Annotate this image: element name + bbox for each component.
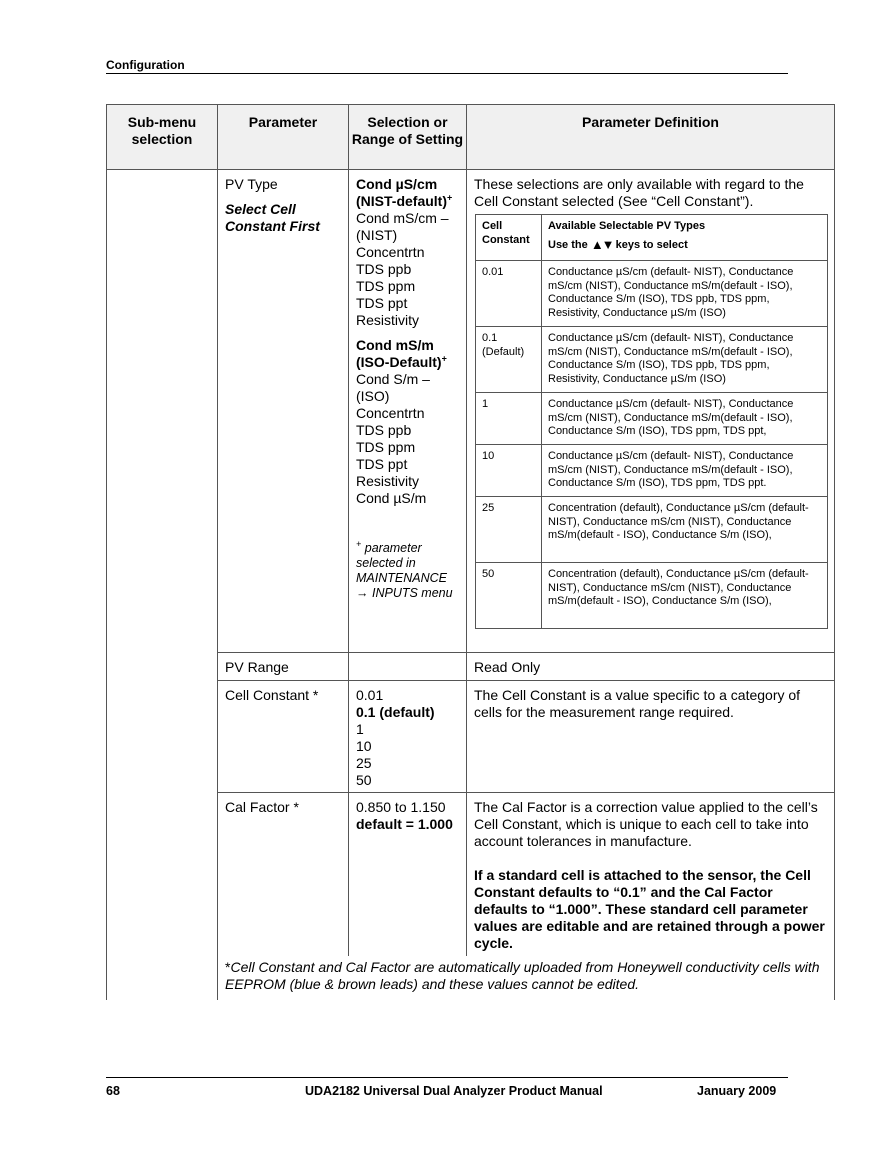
pv-range-definition: Read Only <box>474 659 541 675</box>
inner-row: 0.01 Conductance µS/cm (default- NIST), Conductance mS/cm (NIST), Conductance mS/m(default - ISO), Conductance S/m (ISO), TDS ppb, TDS ppm, Resistivity, Conductance µS/m (ISO) <box>476 261 828 327</box>
footer-rule <box>106 1077 788 1078</box>
pv-type-definition: These selections are only available with regard to the Cell Constant selected (See “Cell Constant”). <box>474 176 804 209</box>
page-header <box>106 58 788 74</box>
iso-item: Cond S/m – (ISO) <box>356 371 430 404</box>
definition-cell <box>467 170 835 653</box>
inner-row: 0.1 (Default) Conductance µS/cm (default- NIST), Conductance mS/cm (NIST), Conductance mS/m(default - ISO), Conductance S/m (ISO), TDS ppb, TDS ppm, Resistivity, Conductance µS/m (ISO) <box>476 327 828 393</box>
up-down-arrows-icon: ▲▼ <box>590 236 613 252</box>
col-header-selection: Selection or Range of Setting <box>349 105 467 170</box>
pv-types-table <box>475 214 828 629</box>
col-header-definition: Parameter Definition <box>467 105 835 170</box>
iso-item: Cond µS/m <box>356 490 427 506</box>
selection-cell <box>349 170 467 653</box>
iso-item: TDS ppb <box>356 422 412 438</box>
page-number: 68 <box>106 1084 120 1098</box>
row-pv-type <box>107 170 835 653</box>
nist-item: Cond mS/cm – (NIST) <box>356 210 449 243</box>
inner-header-row <box>476 215 828 261</box>
iso-default-title: Cond mS/m (ISO-Default)+ <box>356 337 447 370</box>
section-title: Configuration <box>106 58 185 72</box>
param-pv-range: PV Range <box>225 659 289 675</box>
eeprom-note: *Cell Constant and Cal Factor are automatically uploaded from Honeywell conductivity cells with EEPROM (blue & brown leads) and these values cannot be edited. <box>225 958 820 992</box>
param-cal-factor: Cal Factor * <box>225 799 299 815</box>
cal-factor-standard-note: If a standard cell is attached to the sensor, the Cell Constant defaults to “0.1” and the Cal Factor defaults to “1.000”. These standard cell parameter values are editable and are retained through a power cycle. <box>474 867 825 951</box>
nist-item: TDS ppt <box>356 295 408 311</box>
maintenance-footnote: + parameter selected in MAINTENANCE → INPUTS menu <box>356 538 453 600</box>
cell-constant-definition: The Cell Constant is a value specific to a category of cells for the measurement range required. <box>474 687 801 720</box>
inner-row: 10 Conductance µS/cm (default- NIST), Conductance mS/cm (NIST), Conductance mS/m(default - ISO), Conductance S/m (ISO), TDS ppm, TDS ppt. <box>476 445 828 497</box>
cell-constant-values: 0.01 0.1 (default) 1 10 25 50 <box>356 687 435 788</box>
right-arrow-icon: → <box>356 586 369 600</box>
iso-item: TDS ppt <box>356 456 408 472</box>
cal-factor-definition: The Cal Factor is a correction value applied to the cell’s Cell Constant, which is unique to each cell to take into account tolerances in manufacture. <box>474 799 818 849</box>
col-header-parameter: Parameter <box>218 105 349 170</box>
iso-item: Resistivity <box>356 473 420 489</box>
inner-col-cell-constant: Cell Constant <box>476 215 542 261</box>
nist-item: TDS ppb <box>356 261 412 277</box>
nist-item: TDS ppm <box>356 278 416 294</box>
param-cell <box>218 170 349 653</box>
nist-item: Concentrtn <box>356 244 425 260</box>
iso-item: TDS ppm <box>356 439 416 455</box>
col-header-submenu: Sub-menu selection <box>107 105 218 170</box>
param-pv-type: PV Type <box>225 176 278 192</box>
cal-factor-range: 0.850 to 1.150 default = 1.000 <box>356 799 453 832</box>
param-cell-constant: Cell Constant * <box>225 687 319 703</box>
header-row <box>107 105 835 170</box>
submenu-cell <box>107 170 218 1000</box>
inner-row: 25 Concentration (default), Conductance µS/cm (default- NIST), Conductance mS/cm (NIST), Conductance mS/m(default - ISO), Conductance S/m (ISO), <box>476 497 828 563</box>
inner-row: 1 Conductance µS/cm (default- NIST), Conductance mS/cm (NIST), Conductance mS/m(default - ISO), Conductance S/m (ISO), TDS ppm, TDS ppt, <box>476 393 828 445</box>
manual-title: UDA2182 Universal Dual Analyzer Product Manual <box>305 1084 603 1098</box>
nist-item: Resistivity <box>356 312 420 328</box>
param-pv-type-note: Select Cell Constant First <box>225 201 320 234</box>
publish-date: January 2009 <box>697 1084 777 1098</box>
nist-default-title: Cond µS/cm (NIST-default)+ <box>356 176 453 209</box>
inner-col-pv-types: Available Selectable PV Types Use the ▲▼ keys to select <box>542 215 828 261</box>
configuration-table <box>106 104 835 1000</box>
inner-row: 50 Concentration (default), Conductance µS/cm (default- NIST), Conductance mS/cm (NIST), Conductance mS/m(default - ISO), Conductance S/m (ISO), <box>476 563 828 629</box>
iso-item: Concentrtn <box>356 405 425 421</box>
